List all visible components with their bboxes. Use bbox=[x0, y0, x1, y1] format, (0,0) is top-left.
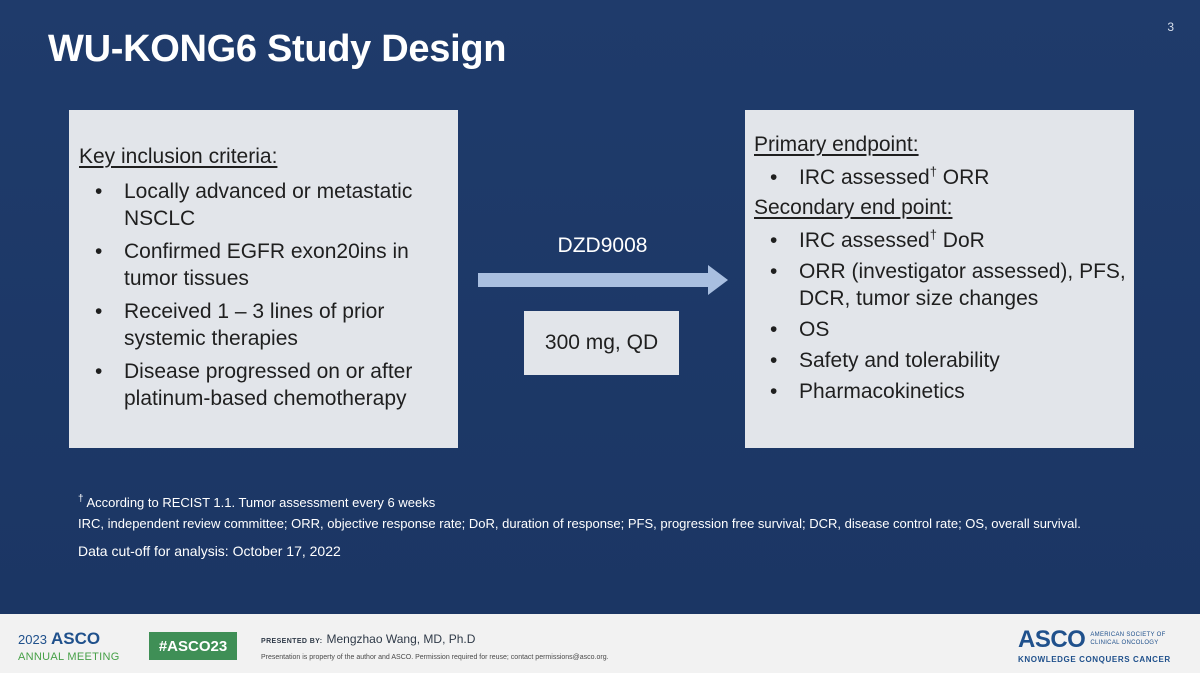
bullet-icon: • bbox=[770, 318, 778, 341]
bullet-icon: • bbox=[770, 229, 778, 252]
endpoint-item-tail: ORR bbox=[936, 166, 990, 189]
inclusion-item bbox=[95, 178, 448, 232]
arrow-shape bbox=[478, 265, 728, 295]
inclusion-item-text: Confirmed EGFR exon20ins in tumor tissues bbox=[124, 240, 409, 290]
endpoint-item bbox=[770, 258, 1126, 312]
inclusion-item-text: Disease progressed on or after platinum-based chemotherapy bbox=[124, 360, 413, 410]
inclusion-list bbox=[95, 178, 448, 412]
meeting-year: 2023 bbox=[18, 632, 47, 647]
society-name bbox=[1090, 631, 1165, 647]
meeting-asco: ASCO bbox=[51, 629, 101, 648]
inclusion-item-text: Locally advanced or metastatic NSCLC bbox=[124, 180, 413, 230]
asco-brand-logo bbox=[1018, 628, 1182, 664]
footer-bar bbox=[0, 614, 1200, 673]
footnote-cutoff: Data cut-off for analysis: October 17, 2022 bbox=[78, 543, 341, 559]
inclusion-heading: Key inclusion criteria: bbox=[79, 145, 278, 168]
hashtag-badge: #ASCO23 bbox=[149, 632, 237, 660]
presenter-name: Mengzhao Wang, MD, Ph.D bbox=[326, 632, 476, 646]
asco-meeting-logo bbox=[18, 630, 138, 663]
inclusion-item-text: Received 1 – 3 lines of prior systemic therapies bbox=[124, 300, 385, 350]
secondary-endpoint-heading: Secondary end point: bbox=[754, 196, 953, 219]
endpoint-item bbox=[770, 347, 1126, 374]
primary-endpoint-heading: Primary endpoint: bbox=[754, 133, 919, 156]
bullet-icon: • bbox=[770, 260, 778, 283]
footnote-abbreviations: IRC, independent review committee; ORR, objective response rate; DoR, duration of response; PFS, progression free survival; DCR, disease control rate; OS, overall survival. bbox=[78, 516, 1081, 531]
secondary-endpoint-list bbox=[770, 227, 1126, 405]
inclusion-item bbox=[95, 238, 448, 292]
bullet-icon: • bbox=[95, 300, 103, 323]
endpoint-item bbox=[770, 227, 1126, 254]
footnote-recist-text: According to RECIST 1.1. Tumor assessment every 6 weeks bbox=[86, 495, 436, 510]
dagger-mark: † bbox=[78, 493, 84, 505]
endpoint-item-text: ORR (investigator assessed), PFS, DCR, tumor size changes bbox=[799, 260, 1126, 310]
arrow-right-icon bbox=[478, 265, 728, 295]
disclaimer: Presentation is property of the author and ASCO. Permission required for reuse; contact permissions@asco.org. bbox=[261, 654, 609, 661]
society-line-2: CLINICAL ONCOLOGY bbox=[1090, 640, 1159, 646]
endpoints-box bbox=[745, 110, 1134, 448]
footnote-recist bbox=[78, 495, 435, 510]
bullet-icon: • bbox=[95, 240, 103, 263]
slide-number: 3 bbox=[1167, 20, 1174, 34]
inclusion-item bbox=[95, 358, 448, 412]
bullet-icon: • bbox=[770, 349, 778, 372]
primary-endpoint-list bbox=[770, 164, 1126, 191]
endpoint-item bbox=[770, 316, 1126, 343]
dagger-mark: † bbox=[929, 164, 937, 179]
asco-logo-text: ASCO bbox=[1018, 626, 1086, 653]
bullet-icon: • bbox=[770, 380, 778, 403]
endpoint-item-text: IRC assessed bbox=[799, 166, 930, 189]
presented-by bbox=[261, 630, 475, 648]
annual-meeting-label: ANNUAL MEETING bbox=[18, 651, 120, 663]
endpoint-item-tail: DoR bbox=[936, 229, 985, 252]
endpoint-item-text: Pharmacokinetics bbox=[799, 380, 965, 403]
bullet-icon: • bbox=[95, 180, 103, 203]
endpoint-item-text: IRC assessed bbox=[799, 229, 930, 252]
presented-by-label: PRESENTED BY: bbox=[261, 638, 323, 645]
endpoint-item bbox=[770, 164, 1126, 191]
tagline: KNOWLEDGE CONQUERS CANCER bbox=[1018, 655, 1171, 664]
bullet-icon: • bbox=[770, 166, 778, 189]
drug-label: DZD9008 bbox=[557, 234, 648, 257]
slide-title: WU-KONG6 Study Design bbox=[48, 28, 507, 70]
endpoint-item-text: OS bbox=[799, 318, 830, 341]
endpoint-item bbox=[770, 378, 1126, 405]
inclusion-criteria-box bbox=[69, 110, 458, 448]
inclusion-item bbox=[95, 298, 448, 352]
bullet-icon: • bbox=[95, 360, 103, 383]
dagger-mark: † bbox=[929, 227, 937, 242]
society-line-1: AMERICAN SOCIETY OF bbox=[1090, 632, 1166, 638]
endpoint-item-text: Safety and tolerability bbox=[799, 349, 1000, 372]
dose-box: 300 mg, QD bbox=[524, 311, 679, 375]
